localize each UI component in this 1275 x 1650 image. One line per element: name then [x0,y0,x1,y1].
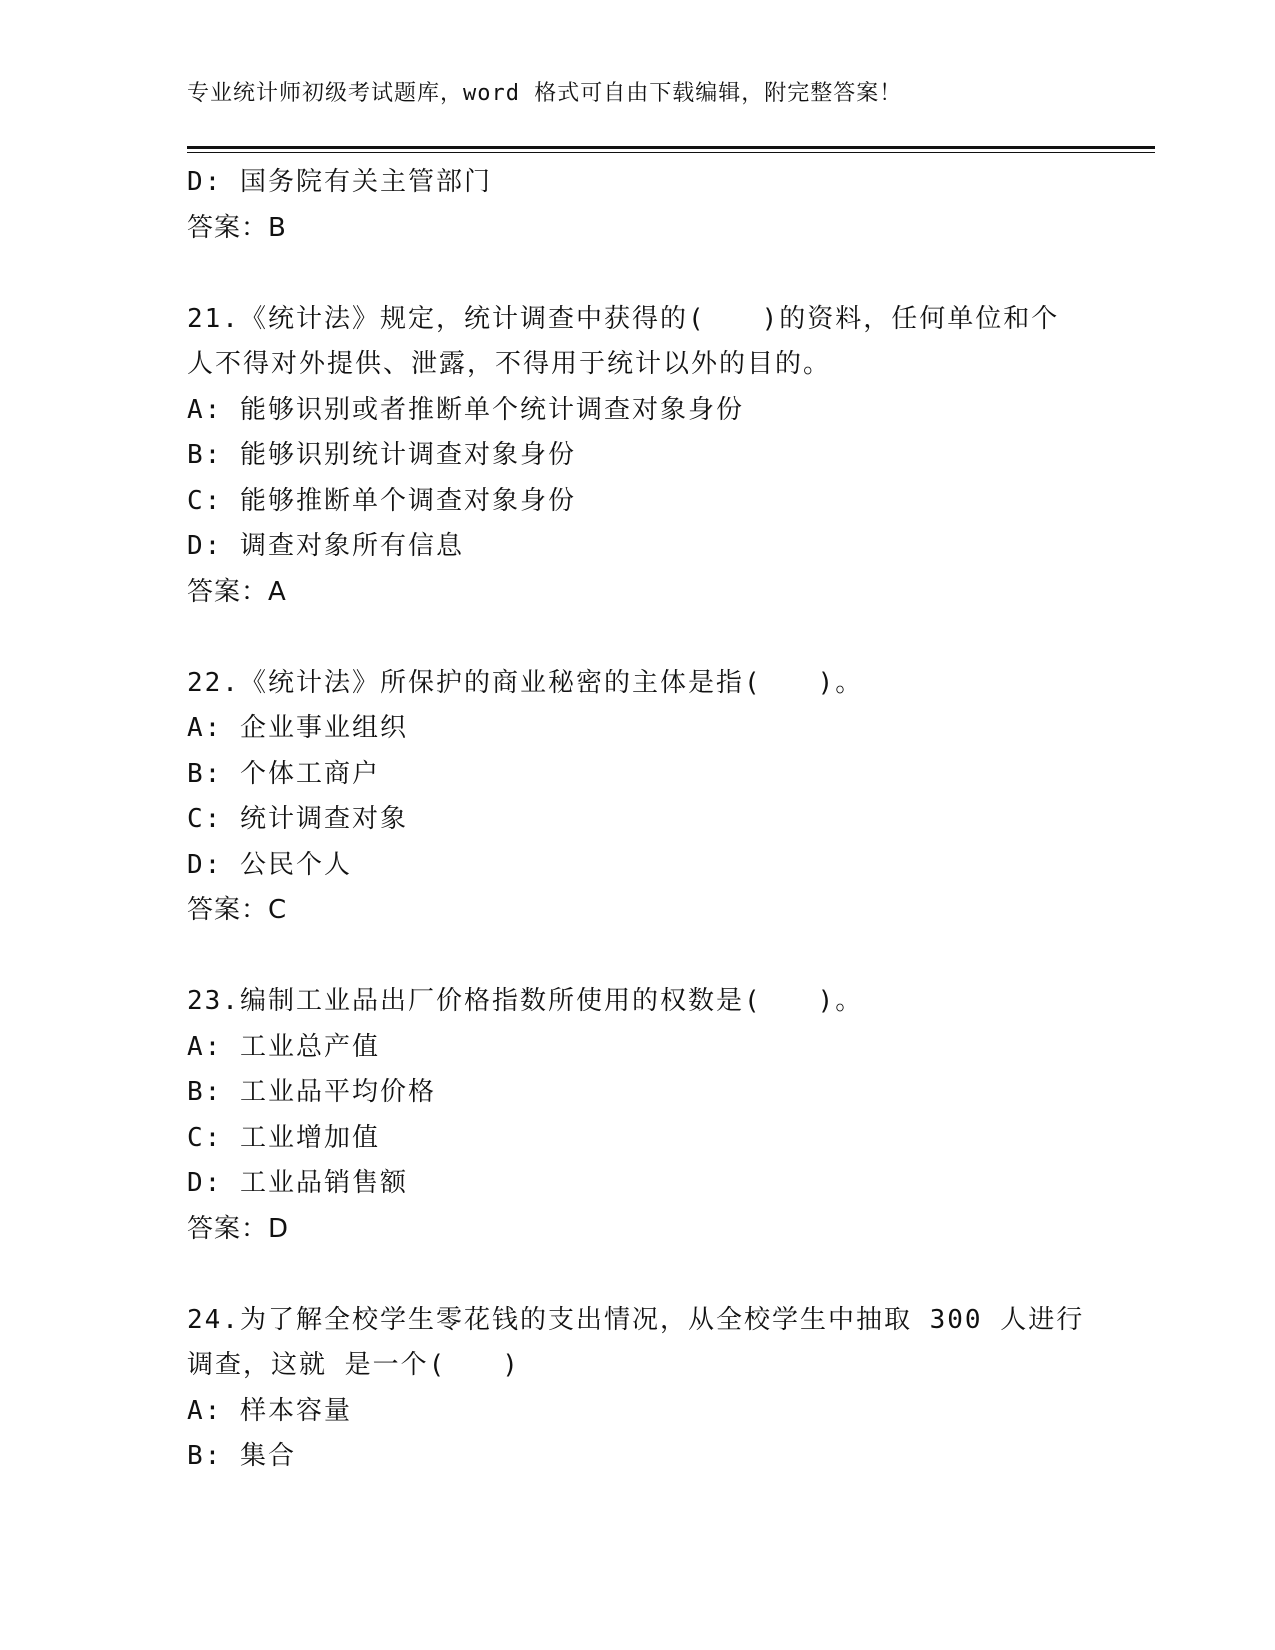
page-header: 专业统计师初级考试题库，word 格式可自由下载编辑，附完整答案！ [187,81,903,106]
option-d: D: 工业品销售额 [187,1168,408,1198]
option-d: D: 调查对象所有信息 [187,531,464,561]
question-stem-line: 调查，这就 是一个( ) [187,1350,520,1380]
header-rule-thick [187,146,1155,149]
option-a: A: 能够识别或者推断单个统计调查对象身份 [187,394,744,425]
question-21 [187,297,1077,616]
question-stem-line: 22.《统计法》所保护的商业秘密的主体是指( )。 [187,667,864,698]
question-stem-line: 24.为了解全校学生零花钱的支出情况，从全校学生中抽取 300 人进行 [187,1304,1085,1335]
option-b: B: 工业品平均价格 [187,1077,436,1107]
option-c: C: 能够推断单个调查对象身份 [187,485,576,516]
question-22 [187,661,1077,934]
header-rule-thin [187,152,1155,153]
question-stem-line: 21.《统计法》规定，统计调查中获得的( )的资料，任何单位和个 [187,303,1060,334]
option-b: B: 集合 [187,1441,296,1471]
answer: 答案：C [187,895,288,925]
answer: 答案：D [187,1213,290,1244]
option-d: D: 公民个人 [187,849,352,880]
option-b: B: 个体工商户 [187,758,380,789]
answer: 答案：A [187,576,287,607]
previous-option-d: D: 国务院有关主管部门 [187,167,492,197]
spacer [187,251,1077,297]
question-stem-line: 人不得对外提供、泄露，不得用于统计以外的目的。 [187,349,832,379]
spacer [187,934,1077,980]
option-a: A: 企业事业组织 [187,713,408,743]
option-c: C: 统计调查对象 [187,804,408,834]
spacer [187,1252,1077,1298]
previous-answer: 答案：B [187,212,287,243]
spacer [187,615,1077,661]
option-a: A: 工业总产值 [187,1031,380,1062]
option-a: A: 样本容量 [187,1395,352,1426]
question-23 [187,979,1077,1252]
question-stem-line: 23.编制工业品出厂价格指数所使用的权数是( )。 [187,986,864,1016]
option-c: C: 工业增加值 [187,1122,380,1153]
question-24 [187,1298,1085,1480]
question-content [187,160,1085,1480]
option-b: B: 能够识别统计调查对象身份 [187,440,576,470]
